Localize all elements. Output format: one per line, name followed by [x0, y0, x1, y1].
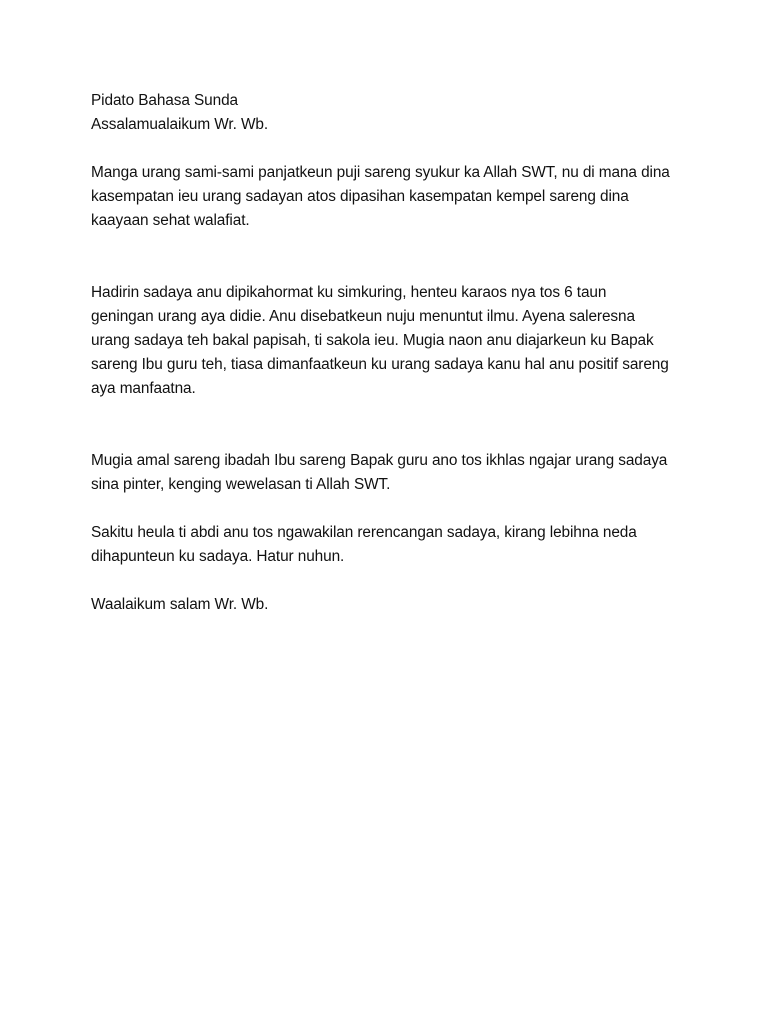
opening-greeting: Assalamualaikum Wr. Wb. [91, 116, 269, 133]
document-body [91, 89, 701, 617]
paragraph-line: sareng Ibu guru teh, tiasa dimanfaatkeun ku urang sadaya kanu hal anu positif sareng [91, 356, 669, 373]
paragraph-prayer [91, 449, 701, 497]
paragraph-opening [91, 161, 701, 233]
paragraph-line: kasempatan ieu urang sadayan atos dipasihan kasempatan kempel sareng dina [91, 188, 629, 205]
blank-line [91, 137, 701, 161]
blank-line [91, 497, 701, 521]
paragraph-line: Hadirin sadaya anu dipikahormat ku simkuring, henteu karaos nya tos 6 taun [91, 284, 607, 301]
paragraph-line: Manga urang sami-sami panjatkeun puji sareng syukur ka Allah SWT, nu di mana dina [91, 164, 670, 181]
paragraph-line: dihapunteun ku sadaya. Hatur nuhun. [91, 548, 345, 565]
paragraph-audience [91, 281, 701, 401]
paragraph-line: kaayaan sehat walafiat. [91, 212, 250, 229]
blank-line [91, 233, 701, 281]
blank-line [91, 401, 701, 449]
paragraph-line: Mugia amal sareng ibadah Ibu sareng Bapak guru ano tos ikhlas ngajar urang sadaya [91, 452, 668, 469]
paragraph-line: sina pinter, kenging wewelasan ti Allah SWT. [91, 476, 391, 493]
paragraph-line: Sakitu heula ti abdi anu tos ngawakilan rerencangan sadaya, kirang lebihna neda [91, 524, 637, 541]
paragraph-line: geningan urang aya didie. Anu disebatkeun nuju menuntut ilmu. Ayena saleresna [91, 308, 635, 325]
paragraph-line: aya manfaatna. [91, 380, 196, 397]
closing-greeting: Waalaikum salam Wr. Wb. [91, 596, 269, 613]
document-title: Pidato Bahasa Sunda [91, 92, 238, 109]
paragraph-closing-remarks [91, 521, 701, 569]
blank-line [91, 569, 701, 593]
paragraph-line: urang sadaya teh bakal papisah, ti sakola ieu. Mugia naon anu diajarkeun ku Bapak [91, 332, 654, 349]
